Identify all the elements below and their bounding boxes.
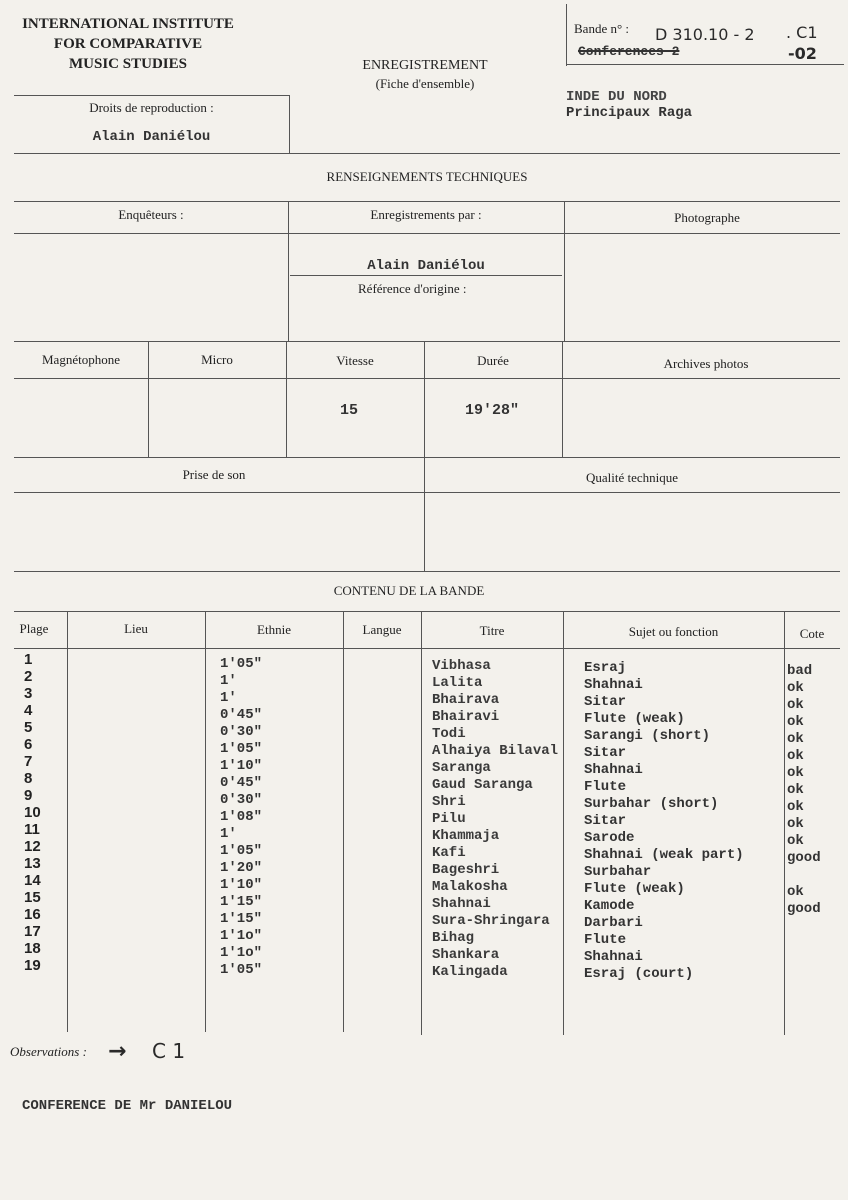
- qualite-technique-label: Qualité technique: [585, 470, 679, 485]
- plage-number: 12: [24, 838, 41, 855]
- column-header-titre: Titre: [479, 623, 505, 638]
- cote-cell: ok: [787, 816, 804, 832]
- titre-cell: Shri: [432, 794, 466, 810]
- cote-cell: good: [787, 850, 821, 866]
- sujet-cell: Flute: [584, 779, 627, 795]
- document-type: [340, 58, 510, 92]
- cote-cell: ok: [787, 748, 804, 764]
- sujet-cell: Kamode: [584, 898, 635, 914]
- titre-cell: Kalingada: [432, 964, 508, 980]
- column-header-cote: Cote: [799, 626, 825, 641]
- titre-cell: Shahnai: [432, 896, 491, 912]
- duration-cell: 1': [220, 826, 237, 842]
- titre-cell: Kafi: [432, 845, 466, 861]
- titre-cell: Pilu: [432, 811, 466, 827]
- column-header-lieu: Lieu: [124, 621, 148, 636]
- cote-cell: ok: [787, 833, 804, 849]
- duration-cell: 0'45": [220, 775, 263, 791]
- vitesse-value: 15: [339, 402, 358, 419]
- plage-number: 15: [24, 889, 41, 906]
- cote-cell: ok: [787, 680, 804, 696]
- duration-cell: 1'15": [220, 894, 263, 910]
- column-header-plage: Plage: [19, 621, 49, 636]
- cote-cell: [787, 952, 821, 969]
- prise-de-son-label: Prise de son: [182, 467, 246, 482]
- duration-cell: 1': [220, 673, 237, 689]
- plage-number: 18: [24, 940, 41, 957]
- subject-label: Principaux Raga: [566, 105, 693, 121]
- sujet-cell: Sitar: [584, 694, 627, 710]
- enregistrements-label: Enregistrements par :: [370, 207, 482, 222]
- plage-number: 10: [24, 804, 41, 821]
- institute-line-1: INTERNATIONAL INSTITUTE: [22, 16, 234, 32]
- enregistrements-value: Alain Daniélou: [367, 258, 485, 274]
- duree-value: 19'28": [464, 402, 519, 419]
- content-section-title: CONTENU DE LA BANDE: [333, 583, 485, 598]
- bande-number: D 310.10 - 2: [655, 25, 755, 44]
- duration-cell: 0'45": [220, 707, 263, 723]
- plage-number: 3: [24, 685, 33, 702]
- duration-cell: 1'05": [220, 741, 263, 757]
- cote-cell: ok: [787, 884, 804, 900]
- titre-cell: Saranga: [432, 760, 491, 776]
- sujet-cell: Surbahar: [584, 864, 652, 880]
- titre-cell: Malakosha: [432, 879, 508, 895]
- vitesse-label: Vitesse: [336, 353, 374, 368]
- sujet-cell: Esraj: [584, 660, 627, 676]
- bande-suffix: . C1: [786, 23, 818, 42]
- institute-name: [10, 14, 246, 74]
- sujet-cell: Sitar: [584, 745, 627, 761]
- sujet-cell: Shahnai: [584, 949, 643, 965]
- plage-number: 5: [24, 719, 33, 736]
- archives-photos-label: Archives photos: [663, 356, 749, 371]
- plage-number: 6: [24, 736, 33, 753]
- cote-cell: bad: [787, 663, 813, 679]
- rights-value: Alain Daniélou: [92, 129, 211, 145]
- duration-cell: 1'1o": [220, 928, 263, 944]
- cote-cell: ok: [787, 799, 804, 815]
- plage-number: 19: [24, 957, 41, 974]
- sujet-cell: Shahnai: [584, 677, 643, 693]
- plage-number: 14: [24, 872, 41, 889]
- plage-number: 9: [24, 787, 33, 804]
- cote-column: [787, 663, 821, 986]
- sujet-cell: Sitar: [584, 813, 627, 829]
- titre-cell: Vibhasa: [432, 658, 491, 674]
- document-type-title: ENREGISTREMENT: [362, 58, 488, 73]
- arrow-icon: →: [108, 1039, 127, 1064]
- titre-cell: Khammaja: [432, 828, 500, 844]
- titre-column: [432, 658, 558, 981]
- plage-number: 8: [24, 770, 33, 787]
- titre-cell: Sura-Shringara: [432, 913, 550, 929]
- plage-number: 16: [24, 906, 41, 923]
- duration-cell: 1'10": [220, 758, 263, 774]
- plage-number: 7: [24, 753, 33, 770]
- duration-cell: 1'15": [220, 911, 263, 927]
- titre-cell: Bageshri: [432, 862, 500, 878]
- sujet-cell: Surbahar (short): [584, 796, 719, 812]
- duration-cell: 1'1o": [220, 945, 263, 961]
- document-type-subtitle: (Fiche d'ensemble): [375, 76, 475, 91]
- sujet-cell: Flute: [584, 932, 627, 948]
- cote-cell: ok: [787, 782, 804, 798]
- plage-number: 11: [24, 821, 40, 838]
- duration-cell: 0'30": [220, 792, 263, 808]
- technical-section-title: RENSEIGNEMENTS TECHNIQUES: [326, 169, 528, 184]
- observations-reference: C 1: [152, 1039, 186, 1063]
- sujet-cell: Flute (weak): [584, 881, 685, 897]
- bande-label: Bande n° :: [574, 21, 630, 36]
- sujet-cell: Shahnai (weak part): [584, 847, 744, 863]
- rights-label: Droits de reproduction :: [89, 100, 214, 115]
- sujet-cell: Sarangi (short): [584, 728, 711, 744]
- institute-line-3: MUSIC STUDIES: [69, 56, 187, 72]
- region-label: INDE DU NORD: [566, 89, 667, 105]
- duration-cell: 1': [220, 690, 237, 706]
- column-header-ethnie: Ethnie: [257, 622, 291, 637]
- observations-note: CONFERENCE DE Mr DANIELOU: [22, 1098, 233, 1114]
- plage-number: 2: [24, 668, 33, 685]
- institute-line-2: FOR COMPARATIVE: [53, 36, 203, 52]
- plage-number: 13: [24, 855, 41, 872]
- column-header-langue: Langue: [362, 622, 402, 637]
- titre-cell: Lalita: [432, 675, 483, 691]
- reference-label: Référence d'origine :: [358, 281, 467, 296]
- titre-cell: Todi: [432, 726, 466, 742]
- magnetophone-label: Magnétophone: [42, 352, 120, 367]
- titre-cell: Bhairavi: [432, 709, 500, 725]
- duration-cell: 1'05": [220, 656, 263, 672]
- cote-cell: [787, 935, 821, 952]
- plage-number: 17: [24, 923, 41, 940]
- photographe-label: Photographe: [674, 210, 740, 225]
- cote-cell: ok: [787, 731, 804, 747]
- cote-cell: ok: [787, 697, 804, 713]
- duration-cell: 1'05": [220, 843, 263, 859]
- duree-label: Durée: [477, 353, 509, 368]
- cote-cell: [787, 969, 821, 986]
- duration-cell: 0'30": [220, 724, 263, 740]
- titre-cell: Bhairava: [432, 692, 500, 708]
- titre-cell: Alhaiya Bilaval: [432, 743, 559, 759]
- sujet-column: [584, 660, 744, 983]
- duration-cell: 1'10": [220, 877, 263, 893]
- column-header-sujet: Sujet ou fonction: [628, 624, 719, 639]
- sujet-cell: Sarode: [584, 830, 635, 846]
- plage-number: 4: [24, 702, 33, 719]
- sujet-cell: Darbari: [584, 915, 643, 931]
- plage-number: 1: [24, 651, 33, 668]
- cote-cell: ok: [787, 714, 804, 730]
- duration-cell: 1'05": [220, 962, 263, 978]
- sujet-cell: Flute (weak): [584, 711, 685, 727]
- cote-cell: [787, 867, 821, 884]
- ethnie-duration-column: [220, 656, 262, 979]
- sujet-cell: Esraj (court): [584, 966, 694, 982]
- titre-cell: Gaud Saranga: [432, 777, 533, 793]
- cote-cell: good: [787, 901, 821, 917]
- titre-cell: Bihag: [432, 930, 475, 946]
- sujet-cell: Shahnai: [584, 762, 643, 778]
- cote-cell: ok: [787, 765, 804, 781]
- plage-column: [24, 651, 41, 974]
- observations-label: Observations :: [10, 1044, 87, 1059]
- bande-extra: -02: [788, 44, 817, 63]
- duration-cell: 1'20": [220, 860, 263, 876]
- bande-crossed-out: Conferences 2: [578, 44, 680, 59]
- enqueteurs-label: Enquêteurs :: [118, 207, 184, 222]
- titre-cell: Shankara: [432, 947, 500, 963]
- cote-cell: [787, 918, 821, 935]
- duration-cell: 1'08": [220, 809, 263, 825]
- micro-label: Micro: [201, 352, 233, 367]
